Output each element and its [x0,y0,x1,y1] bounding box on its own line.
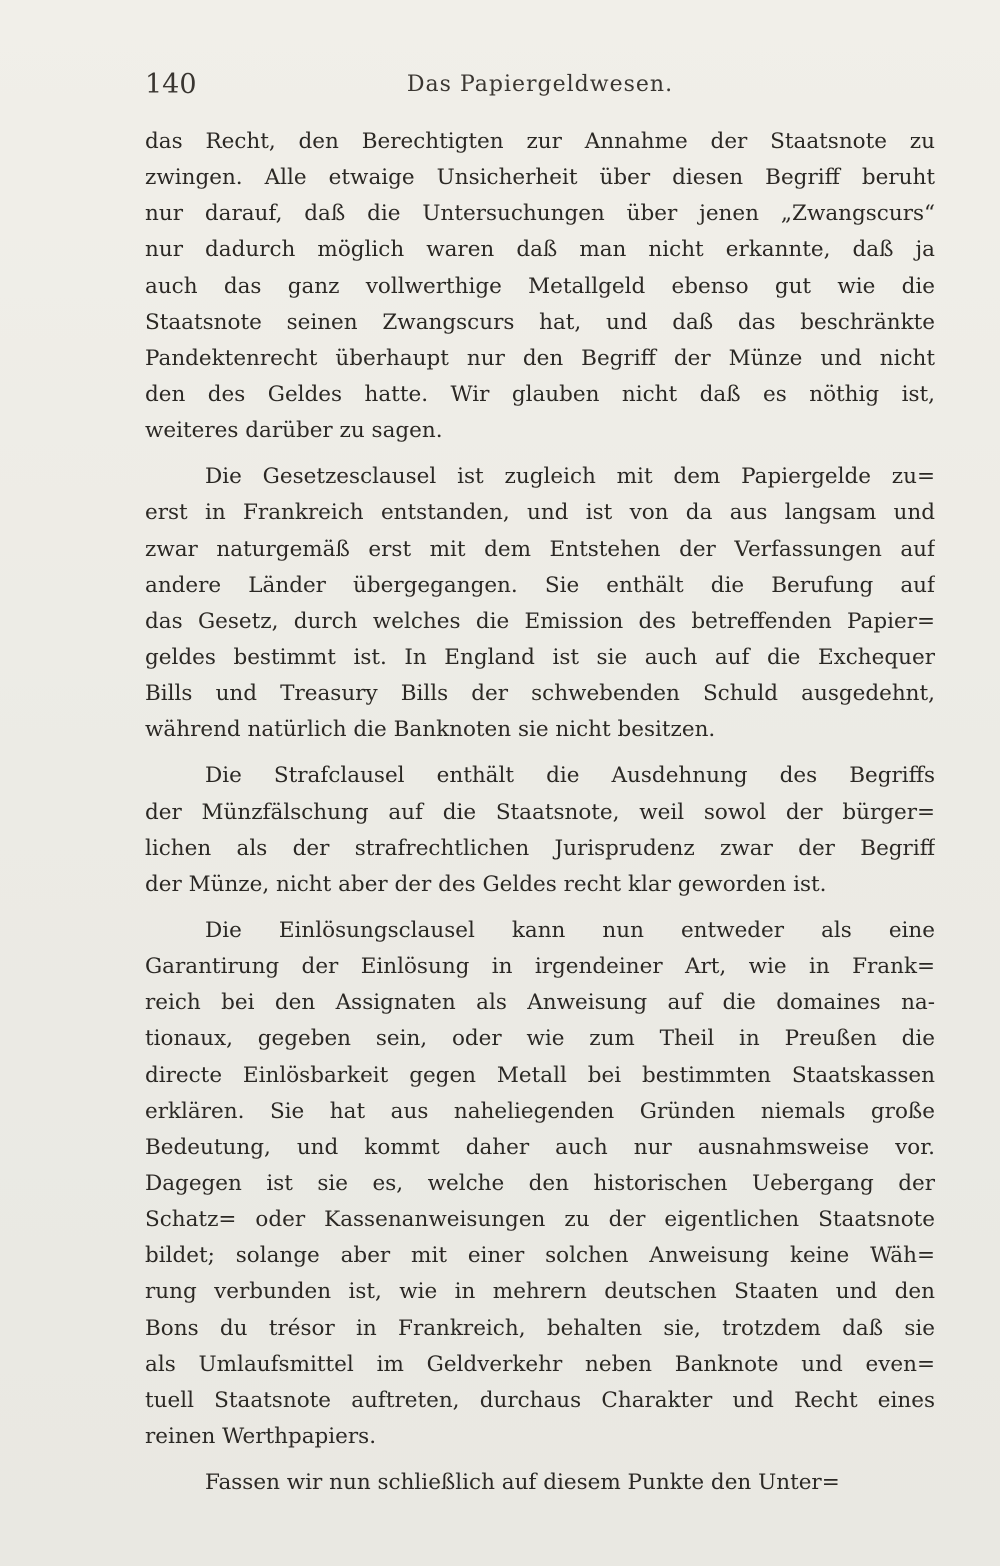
text-line: Die Einlösungsclausel kann nun entweder als eine [205,917,935,943]
paragraph [145,459,935,748]
text-line: Staatsnote seinen Zwangscurs hat, und daß das beschränkte [145,309,935,335]
running-title: Das Papiergeldwesen. [406,72,674,97]
paragraph [145,913,935,1455]
text-line: reinen Werthpapiers. [145,1423,377,1449]
text-line: Garantirung der Einlösung in irgendeiner Art, wie in Frank= [145,954,935,980]
text-line: Bons du trésor in Frankreich, behalten sie, trotzdem daß sie [145,1315,935,1341]
text-line: nur darauf, daß die Untersuchungen über jenen „Zwangscurs“ [145,201,935,227]
text-line: weiteres darüber zu sagen. [145,418,443,444]
text-line: Bills und Treasury Bills der schwebenden Schuld ausgedehnt, [145,681,935,707]
text-line: directe Einlösbarkeit gegen Metall bei bestimmten Staatskassen [145,1062,935,1088]
text-line: als Umlaufsmittel im Geldverkehr neben Banknote und even= [145,1351,935,1377]
text-line: Die Gesetzesclausel ist zugleich mit dem Papiergelde zu= [205,464,935,490]
text-line: lichen als der strafrechtlichen Jurisprudenz zwar der Begriff [145,835,935,861]
paragraph-gap [145,1455,935,1465]
text-line: reich bei den Assignaten als Anweisung auf die domaines na- [145,990,935,1016]
text-line: Bedeutung, und kommt daher auch nur ausnahmsweise vor. [145,1134,935,1160]
paragraph-gap [145,903,935,913]
text-line: der Münze, nicht aber der des Geldes recht klar geworden ist. [145,871,827,897]
text-line: der Münzfälschung auf die Staatsnote, weil sowol der bürger= [145,799,935,825]
paragraph [145,1465,935,1501]
text-line: zwingen. Alle etwaige Unsicherheit über diesen Begriff beruht [145,165,935,191]
text-line: Dagegen ist sie es, welche den historischen Uebergang der [145,1170,935,1196]
paragraph-gap [145,748,935,758]
text-line: erklären. Sie hat aus naheliegenden Gründen niemals große [145,1098,935,1124]
text-line: Schatz= oder Kassenanweisungen zu der eigentlichen Staatsnote [145,1207,935,1233]
text-line: zwar naturgemäß erst mit dem Entstehen der Verfassungen auf [145,536,935,562]
paragraph [145,758,935,903]
text-line: den des Geldes hatte. Wir glauben nicht daß es nöthig ist, [145,381,935,407]
text-line: nur dadurch möglich waren daß man nicht erkannte, daß ja [145,237,935,263]
text-line: tuell Staatsnote auftreten, durchaus Charakter und Recht eines [145,1387,935,1413]
text-line: geldes bestimmt ist. In England ist sie auch auf die Exchequer [145,644,935,670]
text-line: erst in Frankreich entstanden, und ist von da aus langsam und [145,500,935,526]
text-line: das Gesetz, durch welches die Emission des betreffenden Papier= [145,608,935,634]
text-line: Pandektenrecht überhaupt nur den Begriff der Münze und nicht [145,345,935,371]
text-line: bildet; solange aber mit einer solchen Anweisung keine Wäh= [145,1243,935,1269]
text-line: während natürlich die Banknoten sie nicht besitzen. [145,717,716,743]
body-text [145,124,935,1501]
text-line: Fassen wir nun schließlich auf diesem Punkte den Unter= [205,1470,840,1496]
paragraph [145,124,935,449]
page-header [145,64,935,108]
paragraph-gap [145,449,935,459]
text-line: das Recht, den Berechtigten zur Annahme der Staatsnote zu [145,129,935,154]
text-line: auch das ganz vollwerthige Metallgeld ebenso gut wie die [145,273,935,299]
page-number: 140 [145,69,197,100]
text-line: Die Strafclausel enthält die Ausdehnung des Begriffs [205,763,935,789]
text-line: tionaux, gegeben sein, oder wie zum Theil in Preußen die [145,1026,935,1052]
text-line: rung verbunden ist, wie in mehrern deutschen Staaten und den [145,1279,935,1305]
text-line: andere Länder übergegangen. Sie enthält die Berufung auf [145,572,935,598]
